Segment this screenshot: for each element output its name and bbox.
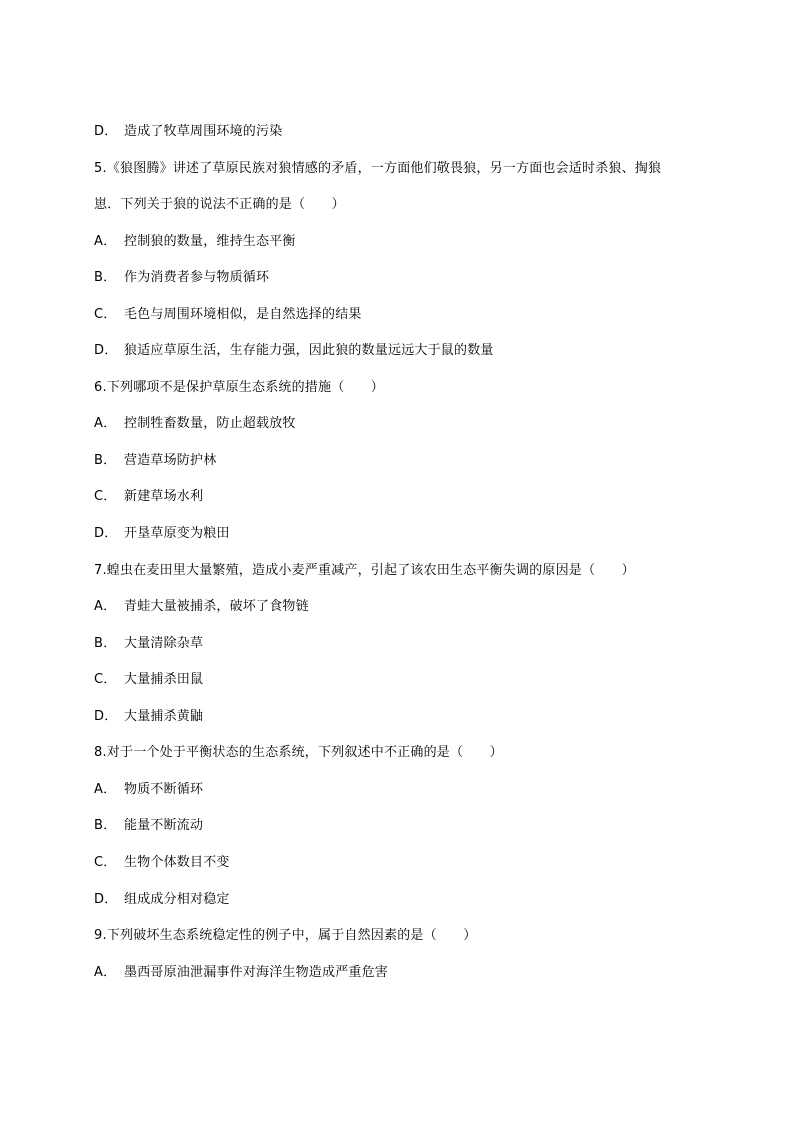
option-line	[94, 965, 388, 981]
option-line	[94, 453, 216, 469]
option-line	[94, 489, 203, 505]
option-letter: A．	[94, 965, 117, 980]
option-letter: A．	[94, 234, 117, 249]
option-line	[94, 599, 309, 615]
option-letter: D．	[94, 892, 118, 907]
option-text: 营造草场防护林	[124, 453, 217, 468]
option-text: 毛色与周围环境相似，是自然选择的结果	[124, 307, 362, 322]
option-letter: A．	[94, 599, 117, 614]
option-text: 青蛙大量被捕杀，破坏了食物链	[124, 599, 309, 614]
option-line	[94, 672, 203, 688]
question-text: 5.《狼图腾》讲述了草原民族对狼情感的矛盾，一方面他们敬畏狼，另一方面也会适时杀狼、掏狼	[94, 161, 662, 176]
option-line	[94, 307, 362, 323]
option-line	[94, 782, 203, 798]
option-text: 物质不断循环	[124, 782, 204, 797]
option-letter: D．	[94, 343, 118, 358]
question-5-line-2	[94, 197, 345, 213]
option-letter: A．	[94, 782, 117, 797]
option-line	[94, 416, 296, 432]
option-letter: B．	[94, 270, 117, 285]
question-text: 6.下列哪项不是保护草原生态系统的措施（ ）	[94, 380, 385, 395]
option-text: 控制狼的数量，维持生态平衡	[124, 234, 296, 249]
option-line	[94, 234, 296, 250]
option-text: 大量捕杀田鼠	[124, 672, 204, 687]
option-letter: C．	[94, 672, 117, 687]
option-letter: C．	[94, 855, 117, 870]
question-9	[94, 928, 476, 944]
option-line	[94, 526, 230, 542]
option-letter: D．	[94, 124, 118, 139]
option-line	[94, 270, 269, 286]
option-text: 新建草场水利	[124, 489, 204, 504]
option-line	[94, 636, 203, 652]
option-text: 能量不断流动	[124, 818, 204, 833]
question-5-line-1	[94, 161, 661, 177]
option-line	[94, 709, 203, 725]
option-letter: B．	[94, 636, 117, 651]
option-text: 控制牲畜数量，防止超载放牧	[124, 416, 296, 431]
option-text: 墨西哥原油泄漏事件对海洋生物造成严重危害	[124, 965, 389, 980]
option-line	[94, 855, 230, 871]
question-text: 崽．下列关于狼的说法不正确的是（ ）	[94, 197, 345, 212]
option-text: 作为消费者参与物质循环	[124, 270, 270, 285]
option-text: 组成成分相对稳定	[124, 892, 230, 907]
question-8	[94, 745, 503, 761]
option-line	[94, 343, 494, 359]
option-text: 大量捕杀黄鼬	[124, 709, 204, 724]
option-letter: C．	[94, 307, 117, 322]
question-7	[94, 563, 635, 579]
option-text: 开垦草原变为粮田	[124, 526, 230, 541]
question-text: 9.下列破坏生态系统稳定性的例子中，属于自然因素的是（ ）	[94, 928, 477, 943]
option-text: 造成了牧草周围环境的污染	[124, 124, 283, 139]
option-letter: D．	[94, 709, 118, 724]
option-text: 狼适应草原生活，生存能力强，因此狼的数量远远大于鼠的数量	[124, 343, 494, 358]
question-text: 8.对于一个处于平衡状态的生态系统，下列叙述中不正确的是（ ）	[94, 745, 503, 760]
option-line	[94, 892, 230, 908]
option-letter: A．	[94, 416, 117, 431]
question-6	[94, 380, 384, 396]
option-text: 大量清除杂草	[124, 636, 204, 651]
option-text: 生物个体数目不变	[124, 855, 230, 870]
option-letter: B．	[94, 453, 117, 468]
option-letter: D．	[94, 526, 118, 541]
option-letter: B．	[94, 818, 117, 833]
question-text: 7.蝗虫在麦田里大量繁殖，造成小麦严重减产，引起了该农田生态平衡失调的原因是（ ）	[94, 563, 635, 578]
option-line	[94, 818, 203, 834]
option-letter: C．	[94, 489, 117, 504]
option-line	[94, 124, 282, 140]
